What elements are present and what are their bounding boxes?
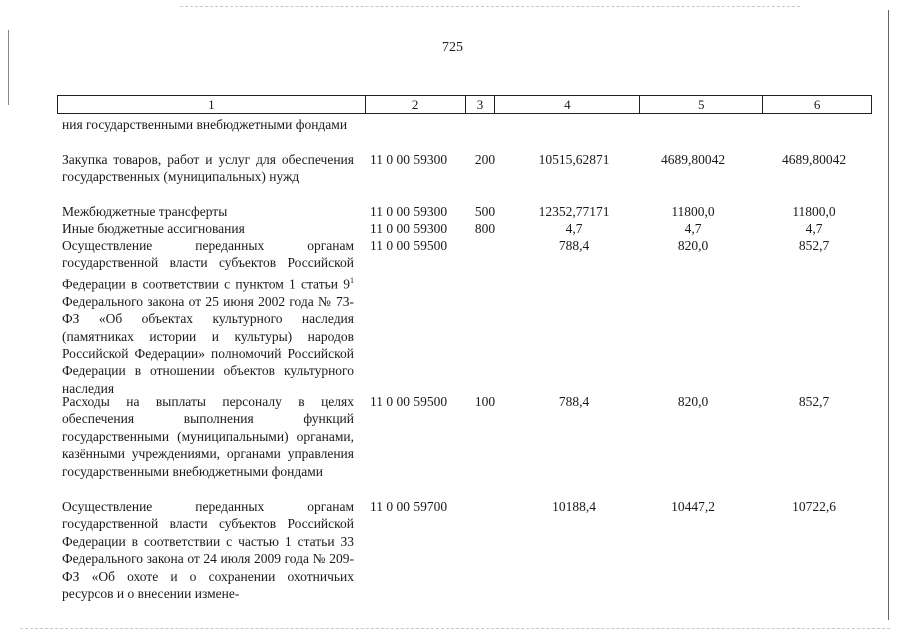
row-value-col4: 4,7	[565, 221, 583, 236]
row-code: 11 0 00 59500	[370, 394, 448, 409]
row-value-col5: 820,0	[677, 394, 709, 409]
row-description: Закупка товаров, работ и услуг для обеспечения государственных (муниципальных) нужд	[62, 152, 354, 185]
row-description-part: Федерального закона от 25 июня 2002 года № 73-ФЗ «Об объектах культурного наследия (памятниках истории и культуры) народов Российской Федерации» полномочий Российской Федерации в отношении объектов культурного наследия	[62, 293, 354, 396]
right-margin-rule	[888, 10, 889, 620]
row-description	[62, 237, 354, 397]
row-value-col4: 10188,4	[552, 499, 596, 514]
row-description: Иные бюджетные ассигнования	[62, 221, 245, 236]
row-expense-type: 500	[474, 204, 496, 219]
row-value-col4: 10515,62871	[538, 152, 610, 167]
superscript-index: 1	[350, 275, 354, 285]
page-number: 725	[442, 40, 463, 55]
header-col-2: 2	[366, 96, 466, 113]
row-value-col5: 4689,80042	[660, 152, 726, 167]
row-value-col5: 820,0	[677, 238, 709, 253]
header-col-4: 4	[495, 96, 640, 113]
table-header	[57, 95, 872, 114]
row-value-col4: 12352,77171	[538, 204, 610, 219]
row-description: Осуществление переданных органам государственной власти субъектов Российской Федерации в соответствии с частью 1 статьи 33 Федерального закона от 24 июля 2009 года № 209-ФЗ «Об охоте и о сохранении охотничьих ресурсов и о внесении измене-	[62, 499, 354, 602]
row-value-col6: 10722,6	[792, 499, 836, 514]
header-col-5: 5	[640, 96, 763, 113]
row-expense-type: 800	[474, 221, 496, 236]
row-description: Расходы на выплаты персоналу в целях обеспечения выполнения функций государственными (муниципальными) органами, казёнными учреждениями, органами управления государственными внебюджетными фондами	[62, 394, 354, 479]
row-description: Межбюджетные трансферты	[62, 204, 228, 219]
row-value-col4: 788,4	[558, 394, 590, 409]
row-value-col4: 788,4	[558, 238, 590, 253]
row-code: 11 0 00 59300	[370, 221, 448, 236]
row-description: ния государственными внебюджетными фондами	[62, 117, 348, 132]
row-value-col6: 852,7	[798, 238, 830, 253]
row-description-part: Осуществление переданных органам государственной власти субъектов Российской Федерации в соответствии с пунктом 1 статьи 9	[62, 238, 354, 292]
row-value-col5: 4,7	[684, 221, 702, 236]
row-expense-type: 200	[474, 152, 496, 167]
row-value-col6: 4,7	[805, 221, 823, 236]
row-code: 11 0 00 59500	[370, 238, 448, 253]
row-value-col6: 11800,0	[792, 204, 836, 219]
row-expense-type: 100	[474, 394, 496, 409]
row-code: 11 0 00 59700	[370, 499, 448, 514]
row-code: 11 0 00 59300	[370, 152, 448, 167]
row-value-col6: 852,7	[798, 394, 830, 409]
scan-artifact-bottom	[20, 628, 890, 630]
row-value-col6: 4689,80042	[781, 152, 847, 167]
header-col-6: 6	[813, 97, 821, 112]
scan-artifact-top	[180, 6, 800, 8]
header-col-1: 1	[58, 96, 366, 113]
row-value-col5: 11800,0	[671, 204, 715, 219]
header-col-3: 3	[466, 96, 496, 113]
row-code: 11 0 00 59300	[370, 204, 448, 219]
row-value-col5: 10447,2	[671, 499, 715, 514]
